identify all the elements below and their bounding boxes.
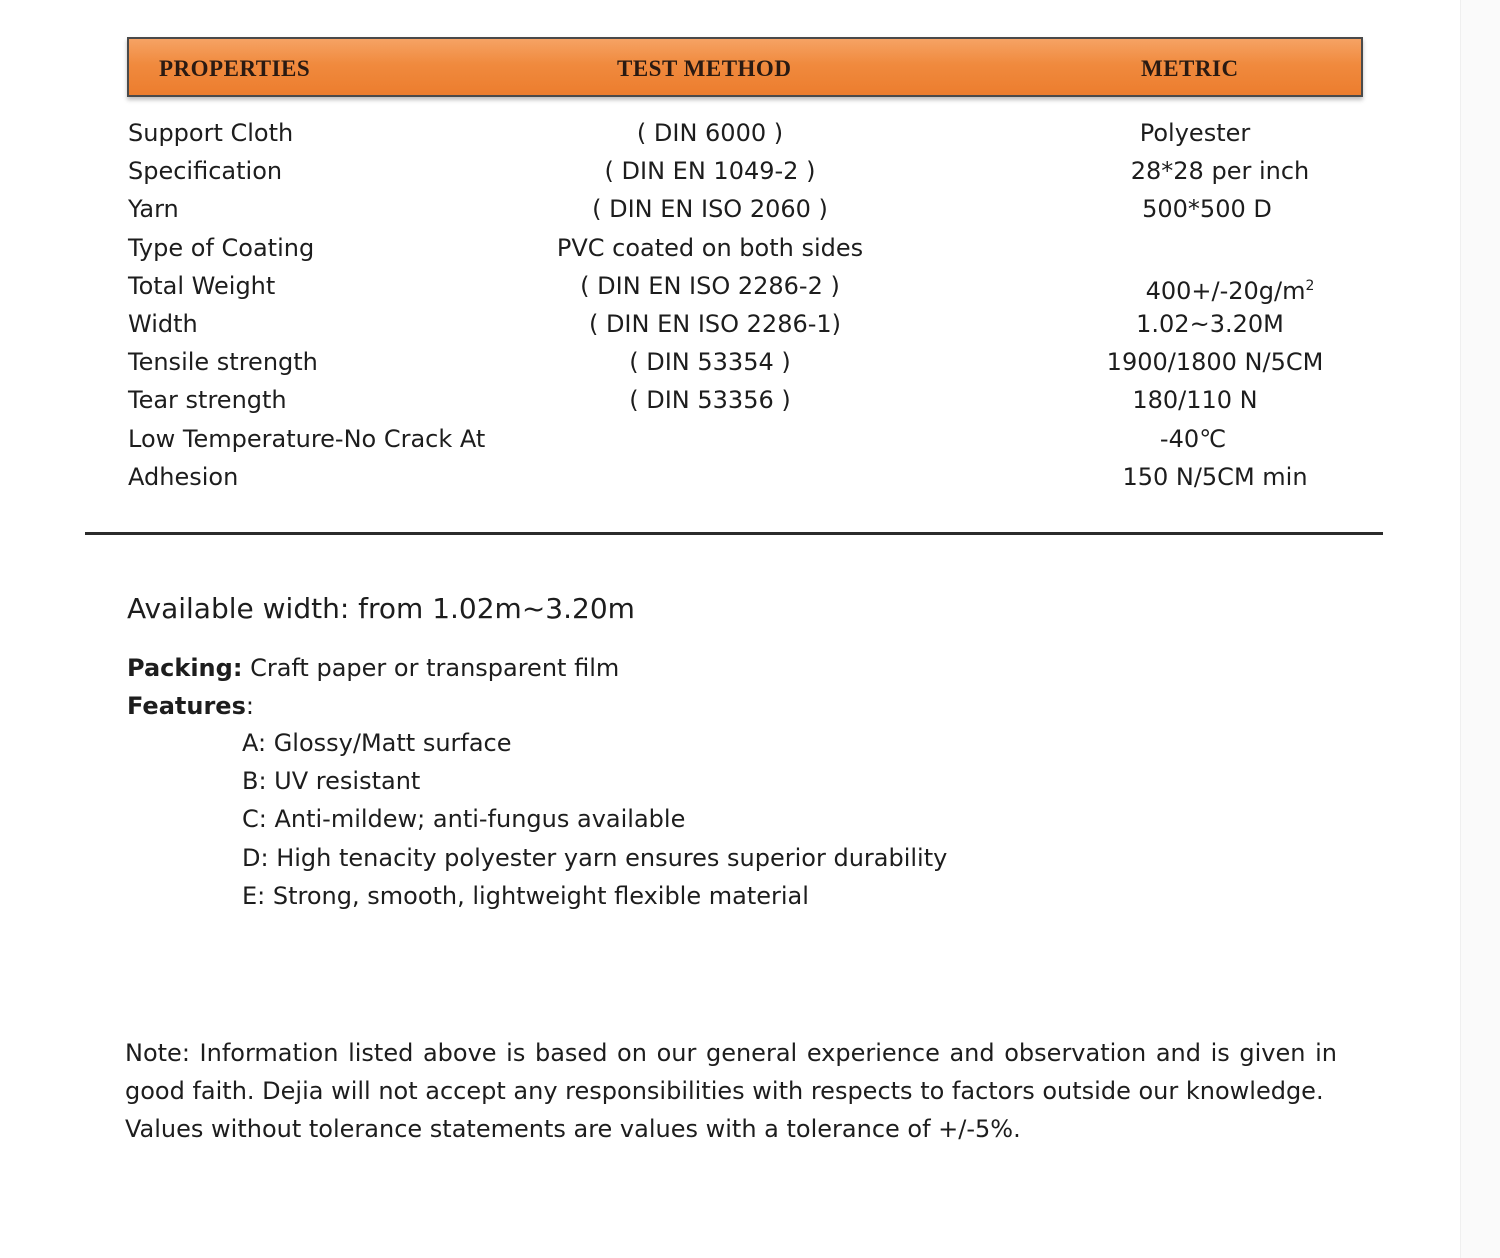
page-edge bbox=[1460, 0, 1500, 1258]
note-line-2: good faith. Dejia will not accept any responsibilities with respects to factors outside our knowledge. bbox=[125, 1077, 1324, 1105]
feature-item: E: Strong, smooth, lightweight flexible material bbox=[242, 882, 809, 910]
property-cell: Low Temperature-No Crack At bbox=[128, 425, 486, 453]
table-row bbox=[0, 462, 1500, 500]
method-cell: ( DIN EN ISO 2286-2 ) bbox=[580, 272, 840, 300]
header-properties: PROPERTIES bbox=[159, 56, 311, 81]
available-width: Available width: from 1.02m~3.20m bbox=[127, 592, 635, 625]
packing-value: Craft paper or transparent film bbox=[250, 654, 620, 682]
header-test-method: TEST METHOD bbox=[617, 56, 792, 81]
metric-cell: 28*28 per inch bbox=[1130, 157, 1310, 185]
feature-item: D: High tenacity polyester yarn ensures superior durability bbox=[242, 844, 948, 872]
property-cell: Specification bbox=[128, 157, 283, 185]
disclaimer-note bbox=[125, 1034, 1337, 1148]
property-cell: Total Weight bbox=[128, 272, 276, 300]
feature-item: A: Glossy/Matt surface bbox=[242, 729, 512, 757]
table-row bbox=[0, 118, 1500, 156]
metric-cell: 500*500 D bbox=[1142, 195, 1272, 223]
method-cell: PVC coated on both sides bbox=[556, 234, 864, 262]
method-cell: ( DIN EN ISO 2060 ) bbox=[592, 195, 828, 223]
property-cell: Width bbox=[128, 310, 198, 338]
method-cell: ( DIN 6000 ) bbox=[636, 119, 784, 147]
note-line-3: Values without tolerance statements are values with a tolerance of +/-5%. bbox=[125, 1115, 1021, 1143]
metric-superscript: 2 bbox=[1305, 278, 1315, 294]
note-line-1: Note: Information listed above is based on our general experience and observation and is given in bbox=[125, 1039, 1337, 1067]
metric-cell: 1900/1800 N/5CM bbox=[1106, 348, 1324, 376]
metric-cell: 180/110 N bbox=[1132, 386, 1258, 414]
property-cell: Tensile strength bbox=[128, 348, 318, 376]
features-colon: : bbox=[245, 692, 254, 720]
table-header-band bbox=[127, 37, 1363, 97]
features-label: Features bbox=[127, 692, 246, 720]
packing-line bbox=[127, 654, 619, 682]
method-cell: ( DIN 53356 ) bbox=[629, 386, 791, 414]
table-row bbox=[0, 309, 1500, 347]
property-cell: Adhesion bbox=[128, 463, 239, 491]
table-row bbox=[0, 347, 1500, 385]
header-metric: METRIC bbox=[1141, 56, 1239, 81]
table-row bbox=[0, 424, 1500, 462]
table-row bbox=[0, 385, 1500, 423]
features-heading bbox=[127, 692, 254, 720]
metric-cell: 1.02~3.20M bbox=[1136, 310, 1284, 338]
packing-label: Packing: bbox=[127, 654, 243, 682]
section-divider bbox=[85, 532, 1383, 535]
method-cell: ( DIN 53354 ) bbox=[629, 348, 791, 376]
table-row bbox=[0, 194, 1500, 232]
property-cell: Support Cloth bbox=[128, 119, 294, 147]
property-cell: Yarn bbox=[128, 195, 179, 223]
method-cell: ( DIN EN 1049-2 ) bbox=[604, 157, 816, 185]
metric-cell bbox=[1030, 271, 1430, 306]
metric-value: 400+/-20g/m bbox=[1145, 277, 1306, 305]
table-row bbox=[0, 233, 1500, 271]
table-row bbox=[0, 271, 1500, 309]
feature-item: B: UV resistant bbox=[242, 767, 421, 795]
table-row bbox=[0, 156, 1500, 194]
metric-cell: 150 N/5CM min bbox=[1122, 463, 1308, 491]
property-cell: Type of Coating bbox=[128, 234, 315, 262]
metric-cell: Polyester bbox=[1139, 119, 1251, 147]
metric-cell: -40℃ bbox=[1159, 425, 1227, 453]
property-cell: Tear strength bbox=[128, 386, 287, 414]
method-cell: ( DIN EN ISO 2286-1) bbox=[588, 310, 842, 338]
feature-item: C: Anti-mildew; anti-fungus available bbox=[242, 805, 686, 833]
